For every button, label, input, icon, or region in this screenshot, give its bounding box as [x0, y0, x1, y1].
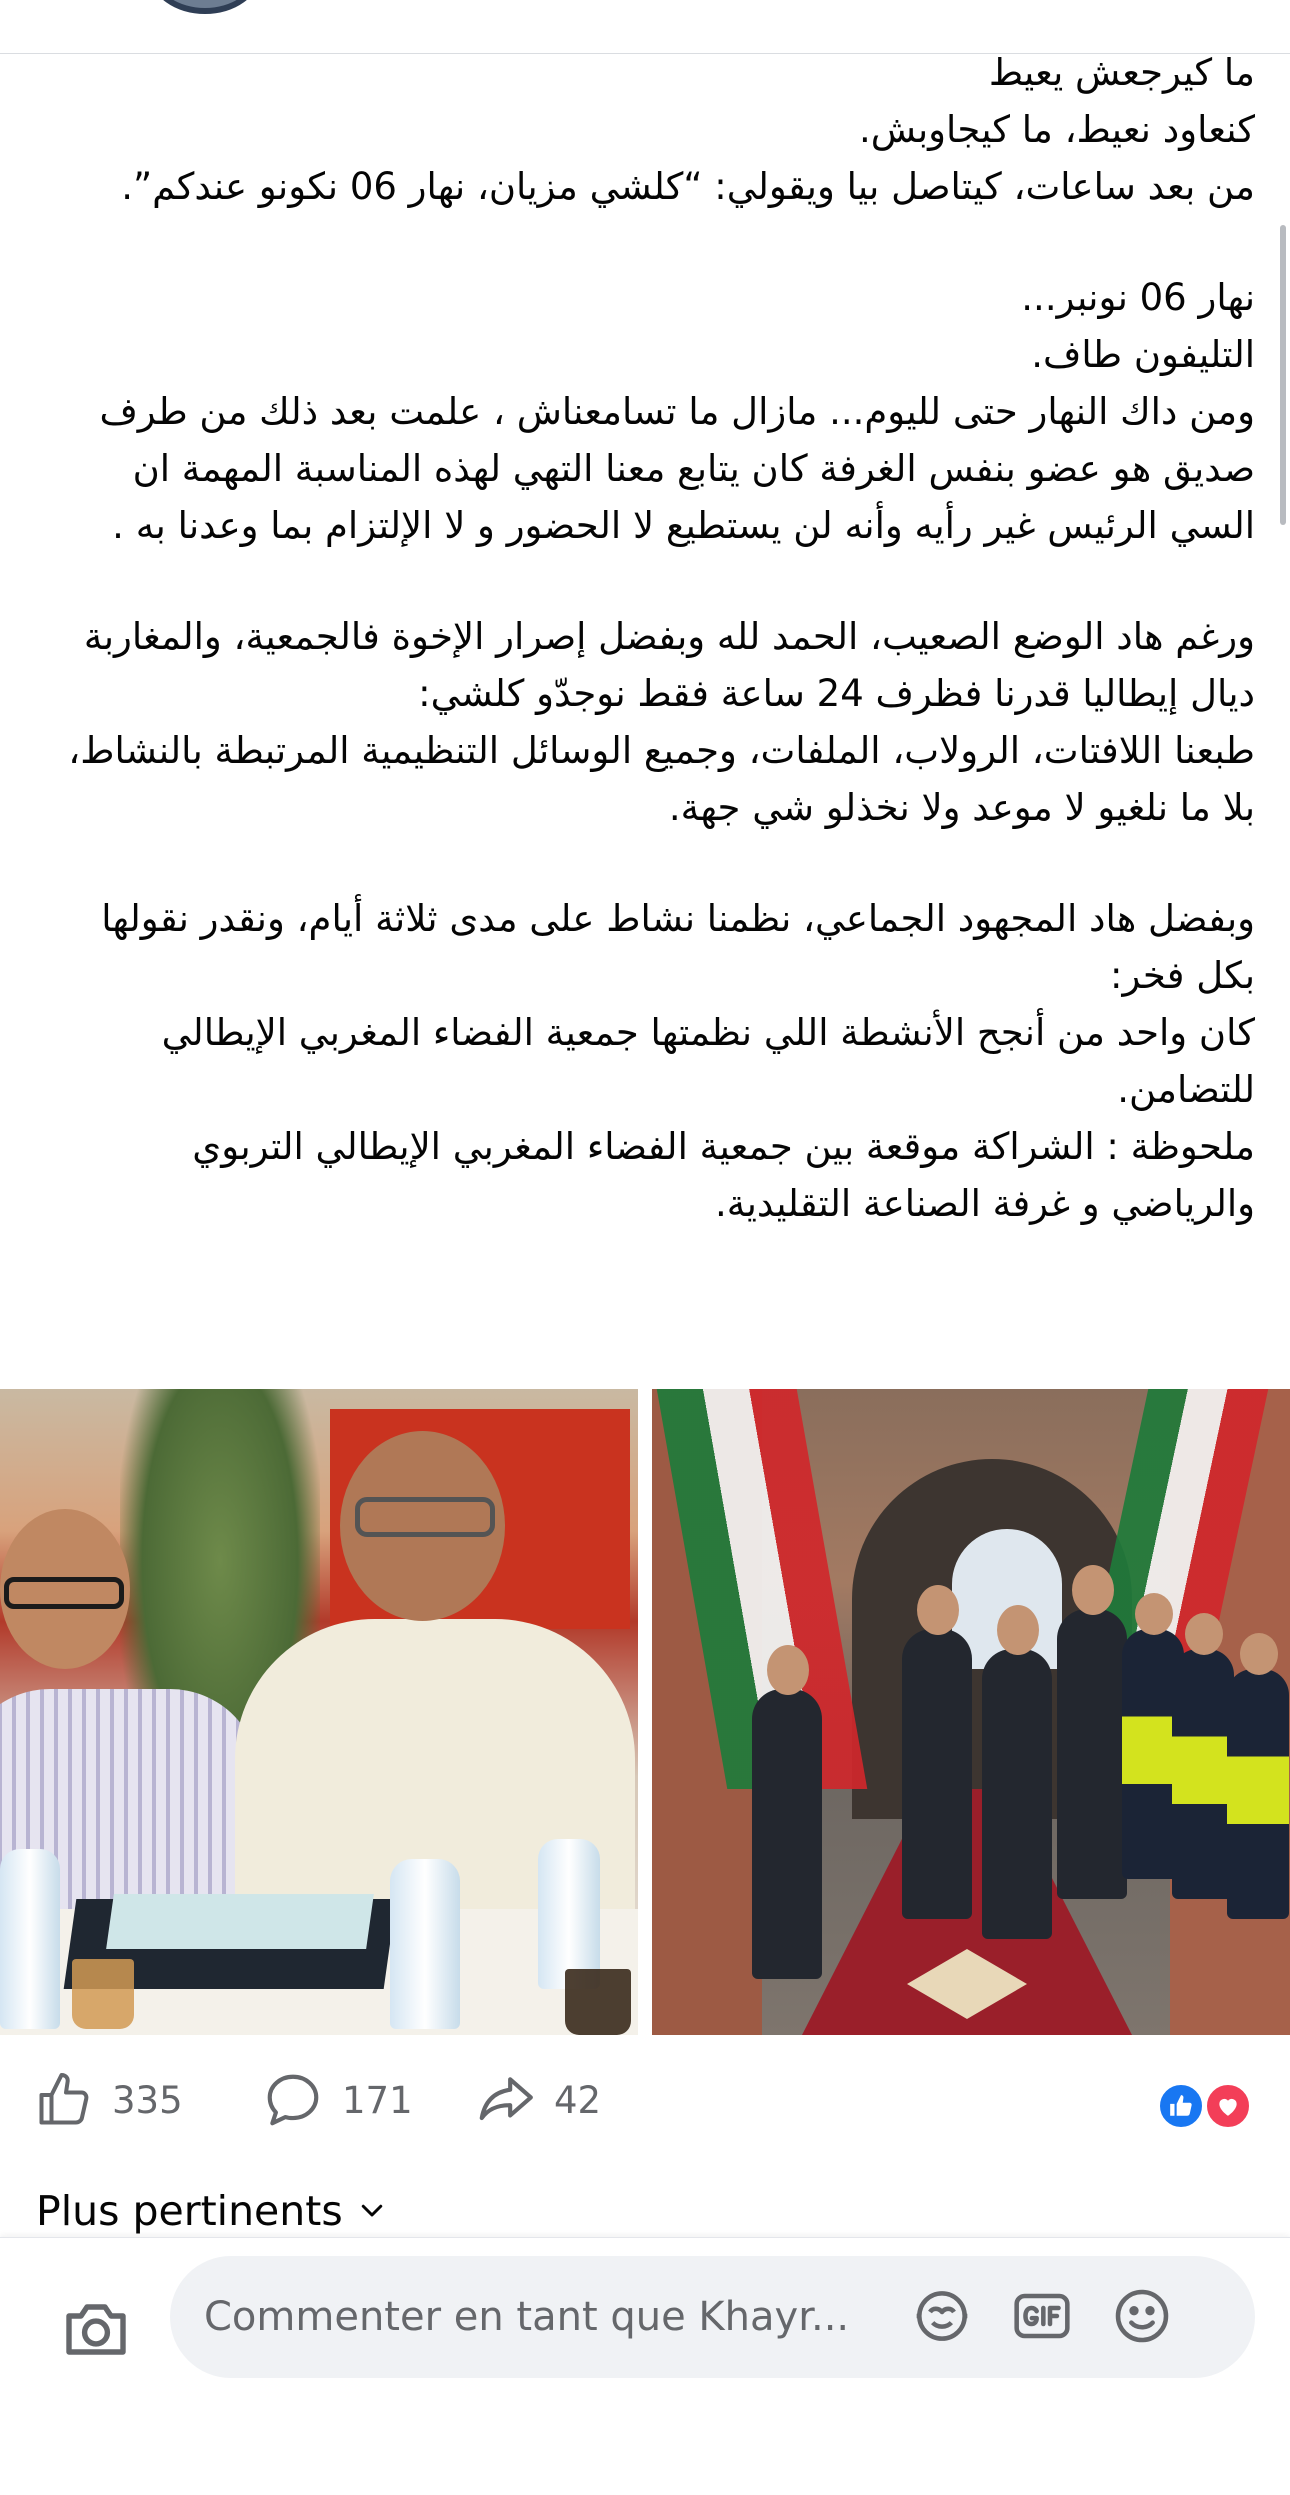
- comment-bubble-icon: [262, 2069, 324, 2131]
- post-actions: [0, 2060, 1290, 2140]
- gif-button[interactable]: [1010, 2286, 1074, 2350]
- smiley-icon: [1110, 2284, 1174, 2352]
- post-line: ملحوظة : الشراكة موقعة بين جمعية الفضاء المغربي الإيطالي التربوي والرياضي و غرفة الصناعة التقليدية.: [192, 1125, 1255, 1225]
- camera-icon: [60, 2292, 132, 2368]
- scrollbar[interactable]: [1280, 225, 1286, 525]
- post-line: ما كيرجعش يعيط: [988, 51, 1255, 94]
- photo-meeting[interactable]: [0, 1389, 638, 2035]
- chevron-down-icon: [357, 2187, 387, 2235]
- emoji-button[interactable]: [1110, 2286, 1174, 2350]
- post-line: التليفون طاف.: [1031, 333, 1255, 376]
- comment-composer: [0, 2237, 1290, 2495]
- post-line: طبعنا اللافتات، الرولاب، الملفات، وجميع الوسائل التنظيمية المرتبطة بالنشاط، بلا ما نلغيو لا موعد ولا نخذلو شي جهة.: [68, 729, 1255, 829]
- post-line: نهار 06 نونبر...: [1021, 276, 1255, 319]
- like-reaction-icon[interactable]: [1157, 2082, 1205, 2130]
- avatar-sticker-icon: [910, 2284, 974, 2352]
- gif-icon: [1010, 2284, 1074, 2352]
- share-button[interactable]: [474, 2060, 601, 2140]
- author-avatar[interactable]: [150, 0, 260, 14]
- post-body: [44, 44, 1255, 1232]
- post-line: ومن داك النهار حتى لليوم... مازال ما تسامعناش ، علمت بعد ذلك من طرف صديق هو عضو بنفس الغرفة كان يتابع معنا التهي لهذه المناسبة المهمة ان السي الرئيس غير رأيه وأنه لن يستطيع لا الحضور و لا الإلتزام بما وعدنا به .: [99, 390, 1255, 547]
- share-count: 42: [554, 2078, 602, 2122]
- post-photos: [0, 1389, 1290, 2035]
- post-line: وبفضل هاد المجهود الجماعي، نظمنا نشاط على مدى ثلاثة أيام، ونقدر نقولها بكل فخر:: [101, 897, 1255, 997]
- photo-red-carpet[interactable]: [652, 1389, 1290, 2035]
- thumbs-up-icon: [34, 2070, 94, 2130]
- camera-button[interactable]: [56, 2290, 136, 2370]
- post-line: ورغم هاد الوضع الصعيب، الحمد لله وبفضل إصرار الإخوة فالجمعية، والمغاربة ديال إيطاليا قدرنا فظرف 24 ساعة فقط نوجدّو كلشي:: [83, 615, 1255, 715]
- love-reaction-icon[interactable]: [1204, 2082, 1252, 2130]
- comment-field: [170, 2256, 1255, 2378]
- like-count: 335: [112, 2078, 183, 2122]
- post-line: من بعد ساعات، كيتاصل بيا ويقولي: “كلشي مزيان، نهار 06 نكونو عندكم”.: [121, 165, 1255, 208]
- share-arrow-icon: [474, 2069, 536, 2131]
- like-button[interactable]: [34, 2060, 183, 2140]
- post-line: كنعاود نعيط، ما كيجاوبش.: [858, 108, 1255, 151]
- avatar-sticker-button[interactable]: [910, 2286, 974, 2350]
- comment-button[interactable]: [262, 2060, 413, 2140]
- post-line: كان واحد من أنجح الأنشطة اللي نظمتها جمعية الفضاء المغربي الإيطالي للتضامن.: [161, 1011, 1255, 1111]
- comment-input[interactable]: [204, 2256, 894, 2378]
- sort-label: Plus pertinents: [36, 2187, 343, 2235]
- comment-sort-dropdown[interactable]: [36, 2183, 387, 2239]
- comment-count: 171: [342, 2078, 413, 2122]
